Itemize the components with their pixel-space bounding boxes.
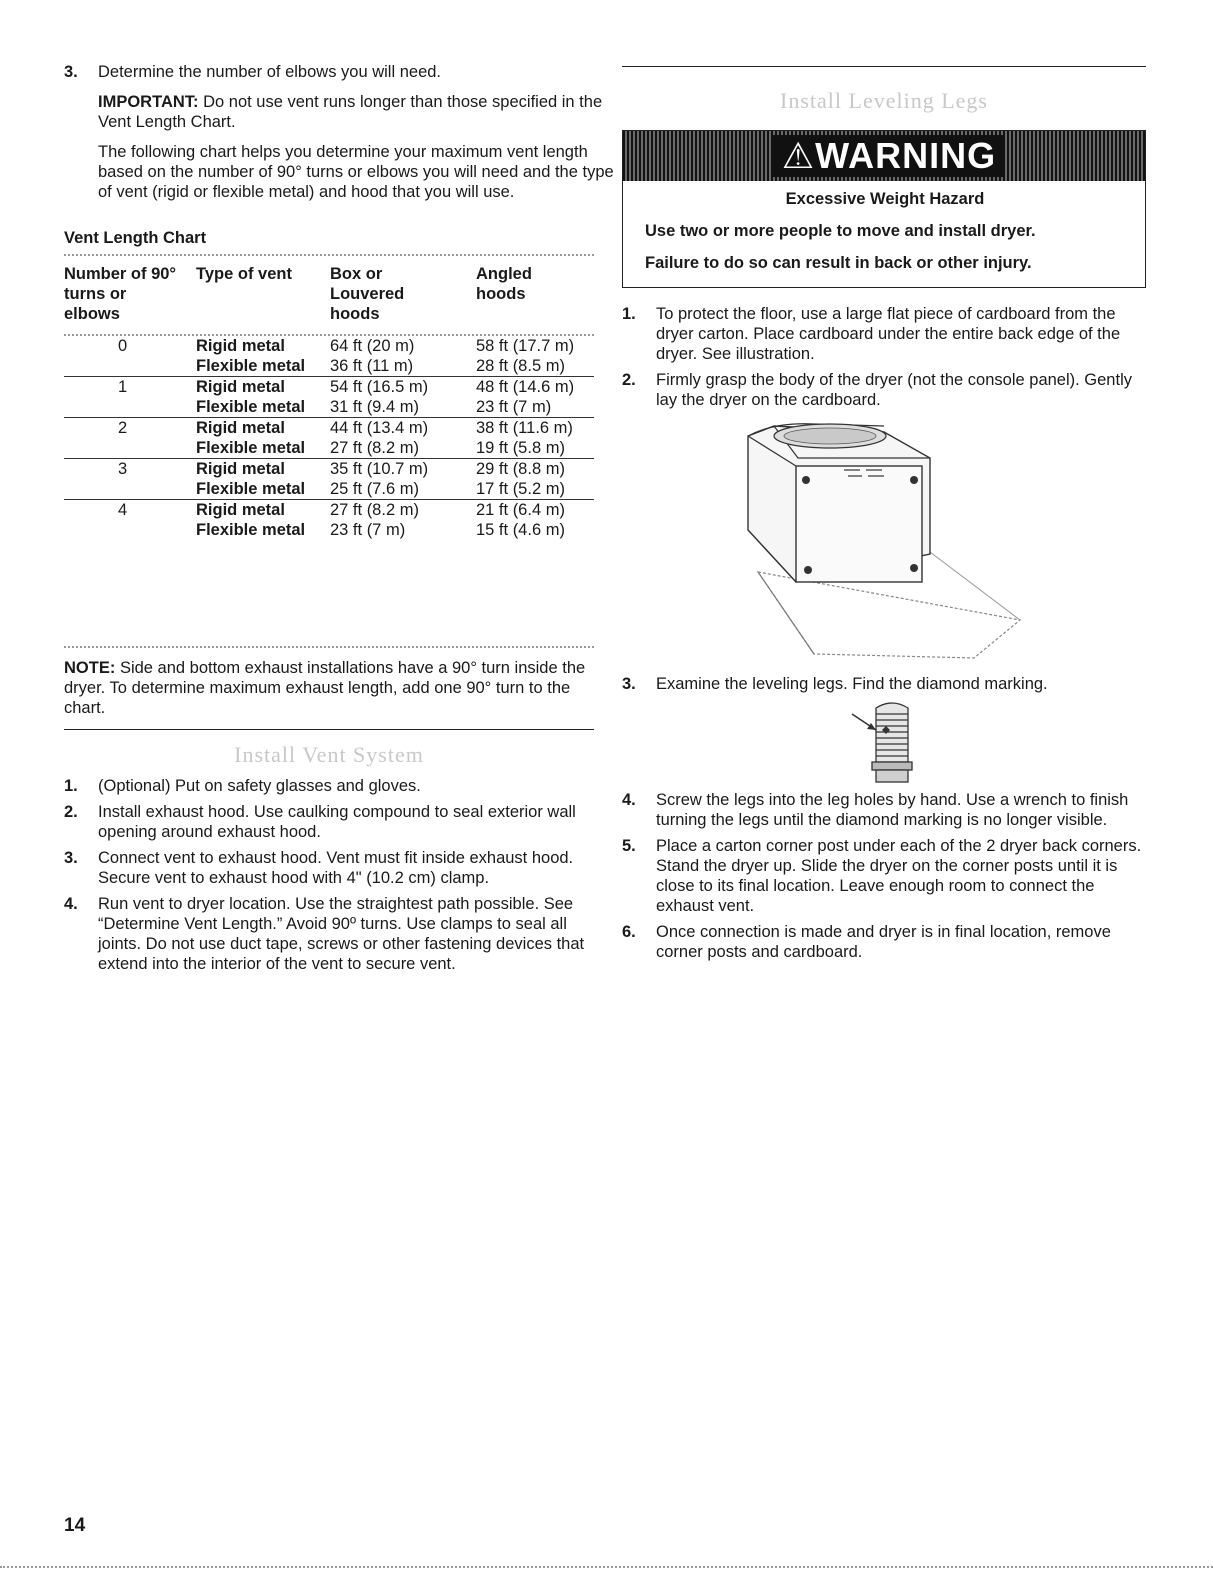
- step-text: Connect vent to exhaust hood. Vent must fit inside exhaust hood. Secure vent to exhaust hood with 4" (10.2 cm) clamp.: [98, 849, 574, 887]
- box-values: [330, 459, 476, 500]
- warning-banner: [623, 131, 1145, 181]
- warning-hazard: Excessive Weight Hazard: [785, 190, 985, 208]
- box-values: [330, 418, 476, 459]
- angled-rigid-value: 48 ft (14.6 m): [476, 378, 575, 396]
- flex-label: Flexible metal: [196, 521, 306, 539]
- step-number: 2.: [64, 803, 78, 821]
- angled-values: [476, 459, 594, 500]
- rigid-label: Rigid metal: [196, 337, 285, 355]
- important-label: IMPORTANT:: [98, 93, 199, 111]
- section-rule: [64, 729, 594, 730]
- vent-types: [196, 336, 330, 377]
- step-number: 3.: [64, 63, 78, 81]
- angled-flex-value: 19 ft (5.8 m): [476, 439, 565, 457]
- box-rigid-value: 27 ft (8.2 m): [330, 501, 419, 519]
- step-text: To protect the floor, use a large flat piece of cardboard from the dryer carton. Place cardboard under the entire back edge of the dryer. See illustration.: [656, 305, 1121, 363]
- list-item: [64, 802, 594, 842]
- angled-rigid-value: 29 ft (8.8 m): [476, 460, 565, 478]
- step-text: Once connection is made and dryer is in final location, remove corner posts and cardboard.: [656, 923, 1111, 961]
- leveling-steps-b: [622, 790, 1146, 962]
- angled-rigid-value: 21 ft (6.4 m): [476, 501, 565, 519]
- step-number: 1.: [622, 305, 636, 323]
- table-row: [64, 500, 594, 541]
- step-text: Determine the number of elbows you will need.: [98, 63, 442, 81]
- box-values: [330, 377, 476, 418]
- section-title-vent-system: Install Vent System: [234, 742, 424, 767]
- table-row: [64, 336, 594, 377]
- box-values: [330, 336, 476, 377]
- vent-types: [196, 377, 330, 418]
- warning-box: [622, 130, 1146, 288]
- chart-top-rule: [64, 254, 594, 256]
- page-number: 14: [64, 1515, 86, 1536]
- angled-rigid-value: 58 ft (17.7 m): [476, 337, 575, 355]
- angled-flex-value: 15 ft (4.6 m): [476, 521, 565, 539]
- dryer-cardboard-illustration: [744, 422, 1028, 662]
- list-item: [622, 790, 1146, 830]
- note-text: Side and bottom exhaust installations have a 90° turn inside the dryer. To determine maximum exhaust length, add one 90° turn to the chart.: [64, 659, 586, 717]
- leveling-leg-illustration: [850, 700, 926, 784]
- flex-label: Flexible metal: [196, 357, 306, 375]
- angled-flex-value: 17 ft (5.2 m): [476, 480, 565, 498]
- list-item: [64, 894, 594, 974]
- box-rigid-value: 54 ft (16.5 m): [330, 378, 429, 396]
- vent-types: [196, 500, 330, 541]
- section-title-leveling-legs: Install Leveling Legs: [780, 88, 988, 113]
- warning-label: ⚠WARNING: [773, 135, 1005, 177]
- turns-count: 0: [64, 336, 196, 377]
- rigid-label: Rigid metal: [196, 460, 285, 478]
- angled-values: [476, 500, 594, 541]
- step-number: 5.: [622, 837, 636, 855]
- list-item: [622, 674, 1146, 694]
- leveling-steps-a: [622, 304, 1146, 410]
- step-text: Run vent to dryer location. Use the straightest path possible. See “Determine Vent Length.” Avoid 90º turns. Use clamps to seal all joints. Do not use duct tape, screws or other fastening devices that extend into the interior of the vent to secure vent.: [98, 895, 585, 973]
- box-rigid-value: 44 ft (13.4 m): [330, 419, 429, 437]
- box-rigid-value: 35 ft (10.7 m): [330, 460, 429, 478]
- chart-title: Vent Length Chart: [64, 229, 207, 247]
- step-number: 6.: [622, 923, 636, 941]
- list-item: [622, 836, 1146, 916]
- warning-text: [645, 189, 1125, 273]
- box-flex-value: 36 ft (11 m): [330, 357, 414, 375]
- box-flex-value: 25 ft (7.6 m): [330, 480, 419, 498]
- vent-types: [196, 418, 330, 459]
- angled-flex-value: 23 ft (7 m): [476, 398, 552, 416]
- list-item: [622, 304, 1146, 364]
- vent-steps-list: [64, 776, 594, 974]
- table-header-row: [64, 264, 594, 324]
- rigid-label: Rigid metal: [196, 501, 285, 519]
- table-row: [64, 418, 594, 459]
- step-text: (Optional) Put on safety glasses and gloves.: [98, 777, 421, 795]
- turns-count: 3: [64, 459, 196, 500]
- turns-count: 1: [64, 377, 196, 418]
- angled-values: [476, 336, 594, 377]
- angled-rigid-value: 38 ft (11.6 m): [476, 419, 573, 437]
- important-text: Do not use vent runs longer than those specified in the Vent Length Chart.: [98, 93, 603, 131]
- box-rigid-value: 64 ft (20 m): [330, 337, 415, 355]
- flex-label: Flexible metal: [196, 439, 306, 457]
- vent-length-table: [64, 264, 594, 540]
- box-flex-value: 27 ft (8.2 m): [330, 439, 419, 457]
- rigid-label: Rigid metal: [196, 419, 285, 437]
- note-label: NOTE:: [64, 659, 116, 677]
- angled-flex-value: 28 ft (8.5 m): [476, 357, 565, 375]
- step-number: 1.: [64, 777, 78, 795]
- turns-count: 2: [64, 418, 196, 459]
- list-item: [64, 848, 594, 888]
- step-number: 3.: [622, 675, 636, 693]
- step-text: Install exhaust hood. Use caulking compound to seal exterior wall opening around exhaust hood.: [98, 803, 576, 841]
- step-number: 4.: [622, 791, 636, 809]
- step-determine-elbows: [64, 62, 628, 202]
- warning-line-1: Use two or more people to move and install dryer.: [645, 222, 1036, 240]
- step-number: 3.: [64, 849, 78, 867]
- box-flex-value: 23 ft (7 m): [330, 521, 406, 539]
- page-bottom-edge: [0, 1566, 1213, 1568]
- warning-line-2: Failure to do so can result in back or other injury.: [645, 254, 1032, 272]
- header-angled-hoods: Angled hoods: [476, 265, 532, 303]
- angled-values: [476, 418, 594, 459]
- list-item: [622, 922, 1146, 962]
- header-turns: Number of 90° turns or elbows: [64, 265, 177, 323]
- vent-types: [196, 459, 330, 500]
- step-text: Firmly grasp the body of the dryer (not the console panel). Gently lay the dryer on the cardboard.: [656, 371, 1132, 409]
- important-note: [98, 92, 628, 132]
- step-text: Examine the leveling legs. Find the diamond marking.: [656, 675, 1048, 693]
- section-rule: [622, 66, 1146, 67]
- list-item: [64, 776, 594, 796]
- table-row: [64, 459, 594, 500]
- step-number: 2.: [622, 371, 636, 389]
- flex-label: Flexible metal: [196, 480, 306, 498]
- header-box-hoods: Box or Louvered hoods: [330, 265, 405, 323]
- step-number: 4.: [64, 895, 78, 913]
- angled-values: [476, 377, 594, 418]
- step-text: Screw the legs into the leg holes by hand. Use a wrench to finish turning the legs until the diamond marking is no longer visible.: [656, 791, 1129, 829]
- table-row: [64, 377, 594, 418]
- step-text: Place a carton corner post under each of the 2 dryer back corners. Stand the dryer up. Slide the dryer on the corner posts until it is close to its final location. Leave enough room to connect the exhaust vent.: [656, 837, 1142, 915]
- list-item: [622, 370, 1146, 410]
- turns-count: 4: [118, 501, 128, 519]
- header-vent-type: Type of vent: [196, 265, 292, 283]
- flex-label: Flexible metal: [196, 398, 306, 416]
- chart-note: [64, 658, 594, 718]
- rigid-label: Rigid metal: [196, 378, 285, 396]
- chart-help-text: The following chart helps you determine your maximum vent length based on the number of 90° turns or elbows you will need and the type of vent (rigid or flexible metal) and hood that you will use.: [98, 143, 614, 201]
- box-values: [330, 500, 476, 541]
- box-flex-value: 31 ft (9.4 m): [330, 398, 419, 416]
- chart-bottom-rule: [64, 646, 594, 648]
